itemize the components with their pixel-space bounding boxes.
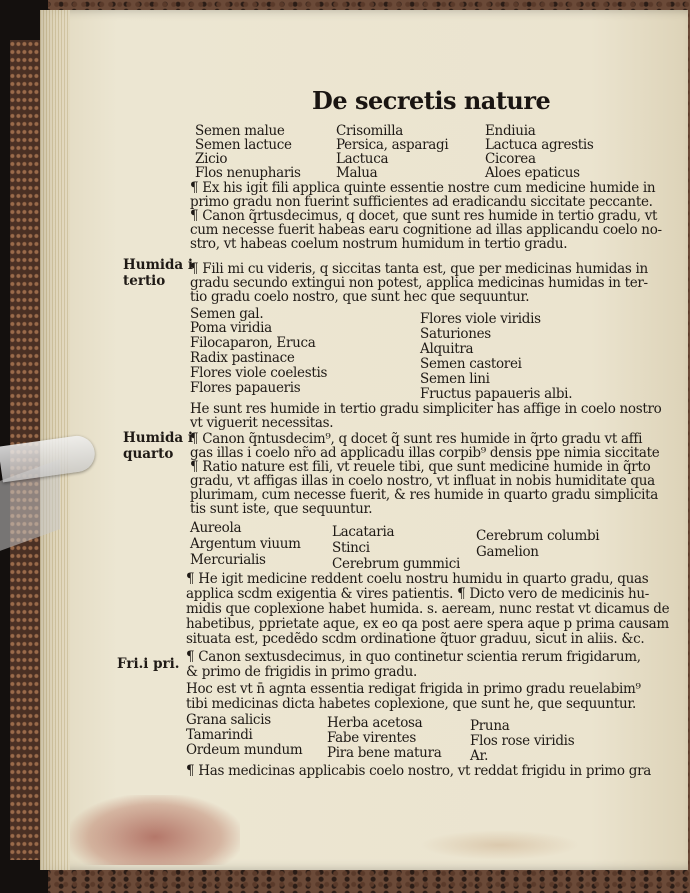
list-item: Filocaparon, Eruca	[190, 335, 316, 351]
list-item: Pruna	[470, 718, 510, 734]
text-line: gradu secundo extingui non potest, applica medicinas humidas in ter-	[190, 275, 648, 291]
text-line: ¶ Canon q̃rtusdecimus, q docet, que sunt res humide in tertio gradu, vt	[190, 208, 658, 224]
list-item: Lacataria	[332, 524, 395, 540]
text-line: ¶ Canon sextusdecimus, in quo continetur scientia rerum frigidarum,	[186, 649, 641, 665]
list-item: Radix pastinace	[190, 350, 295, 366]
red-stain	[70, 795, 240, 865]
list-item: Alquitra	[420, 341, 474, 357]
list-item: Pira bene matura	[327, 745, 442, 761]
text-line: situata est, pcedẽdo scdm ordinatione q̃tuor graduu, sicut in aliis. &c.	[186, 631, 645, 647]
list-item: Herba acetosa	[327, 715, 423, 731]
water-stain	[420, 830, 580, 860]
side-note: quarto	[123, 446, 174, 462]
text-line: ¶ He igit medicine reddent coelu nostru humidu in quarto gradu, quas	[186, 571, 649, 587]
list-item: Lactuca	[336, 151, 389, 167]
text-line: tis sunt iste, que sequuntur.	[190, 501, 373, 517]
text-line: Hoc est vt n̄ agnta essentia redigat frigida in primo gradu reuelabim⁹	[186, 681, 641, 697]
list-item: Fructus papaueris albi.	[420, 386, 573, 402]
list-item: Endiuia	[485, 123, 536, 139]
list-item: Zicio	[195, 151, 228, 167]
list-item: Mercurialis	[190, 552, 266, 568]
list-item: Flores papaueris	[190, 380, 301, 396]
text-line: tibi medicinas dicta habetes coplexione, que sunt he, que sequuntur.	[186, 696, 636, 712]
list-item: Gamelion	[476, 544, 539, 560]
text-line: tio gradu coelo nostro, que sunt hec que sequuntur.	[190, 289, 530, 305]
text-line: ¶ Canon q̃ntusdecim⁹, q docet q̃ sunt res humide in q̃rto gradu vt affi	[190, 431, 643, 447]
text-line: applica scdm exigentia & vires patientis. ¶ Dicto vero de medicinis hu-	[186, 586, 650, 602]
list-item: Argentum viuum	[190, 536, 301, 552]
list-item: Flos nenupharis	[195, 165, 301, 181]
text-line: & primo de frigidis in primo gradu.	[186, 664, 417, 680]
list-item: Semen gal.	[190, 306, 264, 322]
text-line: gas illas i coelo nr̃o ad applicadu illas corpib⁹ densis ppe nimia siccitate	[190, 445, 660, 461]
list-item: Semen lactuce	[195, 137, 292, 153]
list-item: Tamarindi	[186, 727, 253, 743]
list-item: Semen lini	[420, 371, 490, 387]
list-item: Ordeum mundum	[186, 742, 303, 758]
list-item: Saturiones	[420, 326, 491, 342]
list-item: Semen malue	[195, 123, 285, 139]
text-line: ¶ Has medicinas applicabis coelo nostro, vt reddat frigidu in primo gra	[186, 763, 651, 779]
side-note: Humida i	[123, 430, 193, 446]
list-item: Crisomilla	[336, 123, 403, 139]
list-item: Flos rose viridis	[470, 733, 575, 749]
list-item: Fabe virentes	[327, 730, 416, 746]
list-item: Malua	[336, 165, 378, 181]
text-line: plurimam, cum necesse fuerit, & res humide in quarto gradu simplicita	[190, 487, 658, 503]
side-note: Fri.i pri.	[117, 656, 180, 672]
text-line: ¶ Fili mi cu videris, q siccitas tanta est, que per medicinas humidas in	[190, 261, 648, 277]
list-item: Semen castorei	[420, 356, 522, 372]
text-line: primo gradu non fuerint sufficientes ad eradicandu siccitate peccante.	[190, 194, 653, 210]
list-item: Aureola	[190, 520, 242, 536]
list-item: Cerebrum columbi	[476, 528, 600, 544]
text-line: vt viguerit necessitas.	[190, 415, 334, 431]
page-heading: De secretis nature	[312, 86, 551, 115]
list-item: Grana salicis	[186, 712, 271, 728]
text-line: gradu, vt affigas illas in coelo nostro, vt influat in nobis humiditate qua	[190, 473, 655, 489]
list-item: Stinci	[332, 540, 370, 556]
text-line: stro, vt habeas coelum nostrum humidum in tertio gradu.	[190, 236, 568, 252]
list-item: Persica, asparagi	[336, 137, 449, 153]
text-line: ¶ Ratio nature est fili, vt reuele tibi, que sunt medicine humide in q̃rto	[190, 459, 651, 475]
list-item: Cicorea	[485, 151, 536, 167]
text-line: ¶ Ex his igit fili applica quinte essentie nostre cum medicine humide in	[190, 180, 656, 196]
side-note: Humida i	[123, 257, 193, 273]
list-item: Lactuca agrestis	[485, 137, 594, 153]
text-line: cum necesse fuerit habeas earu cognitione ad illas applicandu coelo no-	[190, 222, 662, 238]
list-item: Flores viole coelestis	[190, 365, 328, 381]
list-item: Cerebrum gummici	[332, 556, 460, 572]
side-note: tertio	[123, 273, 166, 289]
text-line: midis que coplexione habet humida. s. aeream, nunc restat vt dicamus de	[186, 601, 670, 617]
list-item: Ar.	[470, 748, 489, 764]
list-item: Poma viridia	[190, 320, 272, 336]
text-line: habetibus, pprietate aque, ex eo qa post aere spera aque p prima causam	[186, 616, 669, 632]
list-item: Flores viole viridis	[420, 311, 541, 327]
text-line: He sunt res humide in tertio gradu simpliciter has affige in coelo nostro	[190, 401, 662, 417]
list-item: Aloes epaticus	[485, 165, 580, 181]
